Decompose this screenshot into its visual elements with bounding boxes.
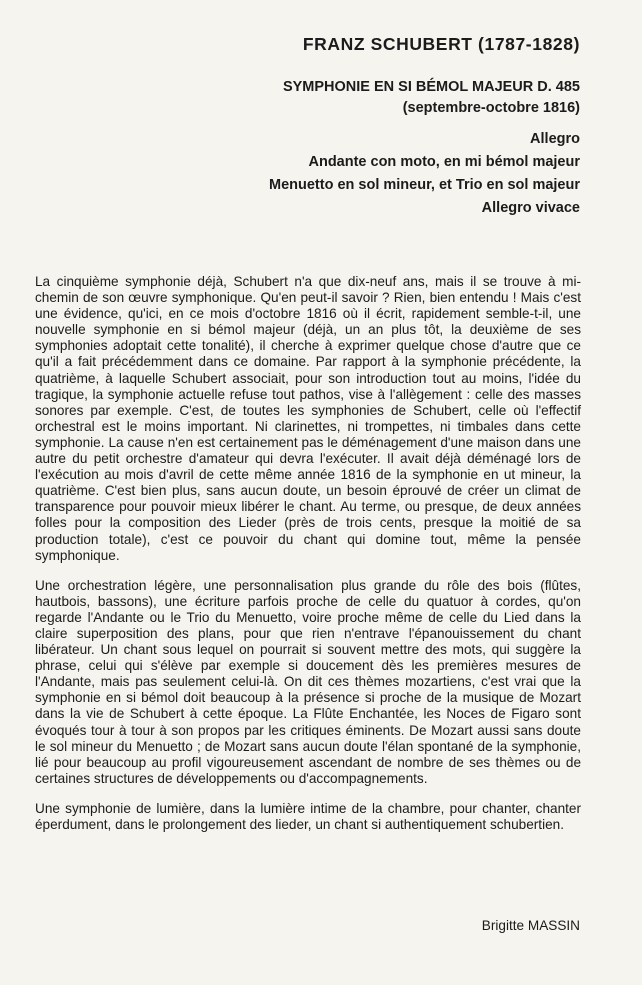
body-text: [35, 274, 581, 847]
paragraph-3: Une symphonie de lumière, dans la lumière intime de la chambre, pour chanter, chanter éperdument, dans le prolongement des lieder, un chant si authentiquement schubertien.: [35, 800, 581, 832]
work-title: SYMPHONIE EN SI BÉMOL MAJEUR D. 485: [282, 79, 580, 95]
work-date: (septembre-octobre 1816): [402, 100, 580, 116]
movement-3: Menuetto en sol mineur, et Trio en sol majeur: [268, 177, 580, 193]
paragraph-1: La cinquième symphonie déjà, Schubert n'a que dix-neuf ans, mais il se trouve à mi-chemin de son œuvre symphonique. Qu'en peut-il savoir ? Rien, bien entendu ! Mais c'est une évidence, qu'ici, en ce mois d'octobre 1816 où il écrit, rapidement semble-t-il, une nouvelle symphonie en si bémol majeur (déjà, un an plus tôt, la deuxième de ses symphonies adoptait cette tonalité), il cherche à exprimer quelque chose d'autre que ce qu'il a fait précédemment dans ce domaine. Par rapport à la symphonie précédente, la quatrième, à laquelle Schubert associait, pour son introduction tout au moins, l'idée du tragique, la symphonie actuelle refuse tout pathos, vise à l'allègement : celle des masses sonores par exemple. C'est, de toutes les symphonies de Schubert, celle où l'effectif orchestral est le moins important. Ni clarinettes, ni trompettes, ni timbales dans cette symphonie. La cause n'en est certainement pas le déménagement d'une maison dans une autre du petit orchestre d'amateur qui devra l'exécuter. Il avait déjà déménagé lors de l'exécution au mois d'avril de cette même année 1816 de la symphonie en ut mineur, la quatrième. C'est bien plus, sans aucun doute, un besoin éprouvé de créer un climat de transparence pour pouvoir mieux libérer le chant. Au terme, ou presque, de deux années folles pour la composition des Lieder (près de trois cents, presque la moitié de sa production totale), c'est ce pouvoir du chant qui domine tout, même la pensée symphonique.: [35, 274, 581, 563]
program-header: [269, 34, 580, 220]
movement-4: Allegro vivace: [481, 200, 580, 216]
composer-heading: FRANZ SCHUBERT (1787-1828): [302, 34, 580, 54]
movement-1: Allegro: [530, 131, 580, 147]
movement-2: Andante con moto, en mi bémol majeur: [308, 154, 580, 170]
paragraph-2: Une orchestration légère, une personnalisation plus grande du rôle des bois (flûtes, hautbois, bassons), une écriture parfois proche de celle du quatuor à cordes, qu'on regarde l'Andante ou le Trio du Menuetto, voire proche même de celle du Lied dans la claire superposition des plans, pour que rien n'entrave l'épanouissement du chant libérateur. Un chant sous lequel on pourrait si souvent mettre des mots, qui suggère la phrase, celui qui s'élève par exemple si doucement dès les premières mesures de l'Andante, mais pas seulement celui-là. On dit ces thèmes mozartiens, c'est vrai que la symphonie en si bémol doit beaucoup à la présence si proche de la musique de Mozart dans la vie de Schubert à cette époque. La Flûte Enchantée, les Noces de Figaro sont évoqués tour à tour à son propos par les critiques éminents. De Mozart aussi sans doute le sol mineur du Menuetto ; de Mozart sans aucun doute l'élan spontané de la symphonie, lié pour beaucoup au profil vigoureusement ascendant de nombre de ses thèmes ou de certaines structures de développements ou d'accompagnements.: [35, 577, 581, 786]
author-signature: Brigitte MASSIN: [481, 918, 580, 933]
